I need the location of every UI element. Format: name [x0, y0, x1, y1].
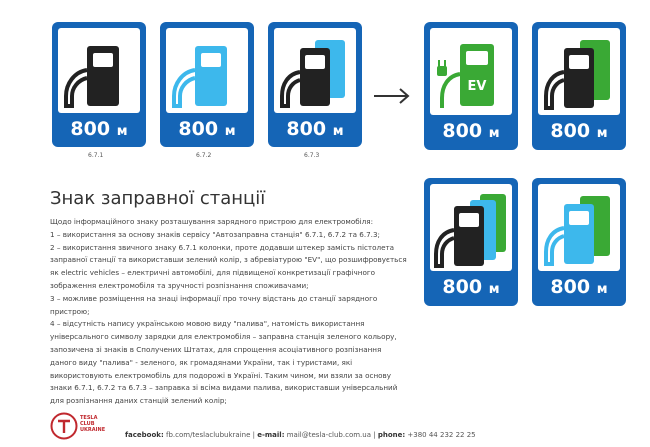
road-sign-multi-fuel [424, 178, 518, 306]
road-sign-6-7-3 [268, 22, 362, 147]
email-label: e-mail: [257, 431, 285, 439]
distance-label: 800 м [550, 120, 608, 143]
distance-label: 800 м [442, 120, 500, 143]
distance-label: 800 м [286, 117, 344, 140]
distance-label: 800 м [550, 276, 608, 299]
logo-text: TESLA CLUB UKRAINE [80, 415, 106, 433]
distance-label: 800 м [442, 276, 500, 299]
tesla-club-logo [50, 412, 78, 440]
paragraph: 1 – використання за основу знаків сервісу "Автозаправна станція" 6.7.1, 6.7.2 та 6.7.3; [50, 229, 380, 239]
phone-label: phone: [377, 431, 406, 439]
road-sign-6-7-1 [52, 22, 146, 147]
road-sign-6-7-2 [160, 22, 254, 147]
distance-label: 800 м [70, 117, 128, 140]
road-sign-cyan-green [532, 178, 626, 306]
sign-code: 6.7.2 [196, 152, 212, 159]
paragraph: 4 – відсутність напису українською мовою виду "палива", натомість використання універсального символу зарядки для електромобіля – заправна станція зеленого кольору, запозичена зі знаків в Сполучених Штатах, для спрощення асоціативного розпізнання даного виду "палива" - зеленого, як громадянами України, так і туристами, які використовують електромобіль для подорожі в Україні. Таким чином, ми взяли за основу знаки 6.7.1, 6.7.2 та 6.7.3 – заправка зі всіма видами палива, використавши універсальний для розпізнання даних станцій зелений колір; [50, 319, 398, 406]
sign-code: 6.7.1 [88, 152, 104, 159]
ev-label: EV [467, 79, 487, 94]
facebook-label: facebook: [125, 431, 164, 439]
sign-code: 6.7.3 [304, 152, 320, 159]
phone-number[interactable]: +380 44 232 22 25 [407, 431, 476, 439]
right-arrow-icon [372, 86, 412, 106]
road-sign-ev [424, 22, 518, 150]
road-sign-black-green [532, 22, 626, 150]
paragraph: 3 – можливе розміщення на знаці інформації про точну відстань до станції зарядного пристрою; [50, 293, 378, 316]
description-text [50, 216, 408, 408]
footer-contacts: facebook: fb.com/teslaclubukraine | e-mail: mail@tesla-club.com.ua | phone: +380 44 232 22 25 [125, 431, 476, 439]
paragraph: Щодо інформаційного знаку розташування зарядного пристрою для електромобіля: [50, 217, 373, 226]
page-title: Знак заправної станції [50, 188, 266, 209]
distance-label: 800 м [178, 117, 236, 140]
paragraph: 2 – використання звичного знаку 6.7.1 колонки, проте додавши штекер замість пістолета заправної станції та використавши зелений колір, з абревіатурою "EV", що розшифровується як electric vehicles – електричні автомобілі, для підвищеної конкретизації графічного зображення електромобіля та зручності розпізнання споживачами; [50, 242, 407, 290]
facebook-link[interactable]: fb.com/teslaclubukraine [165, 431, 251, 439]
email-link[interactable]: mail@tesla-club.com.ua [286, 431, 371, 439]
